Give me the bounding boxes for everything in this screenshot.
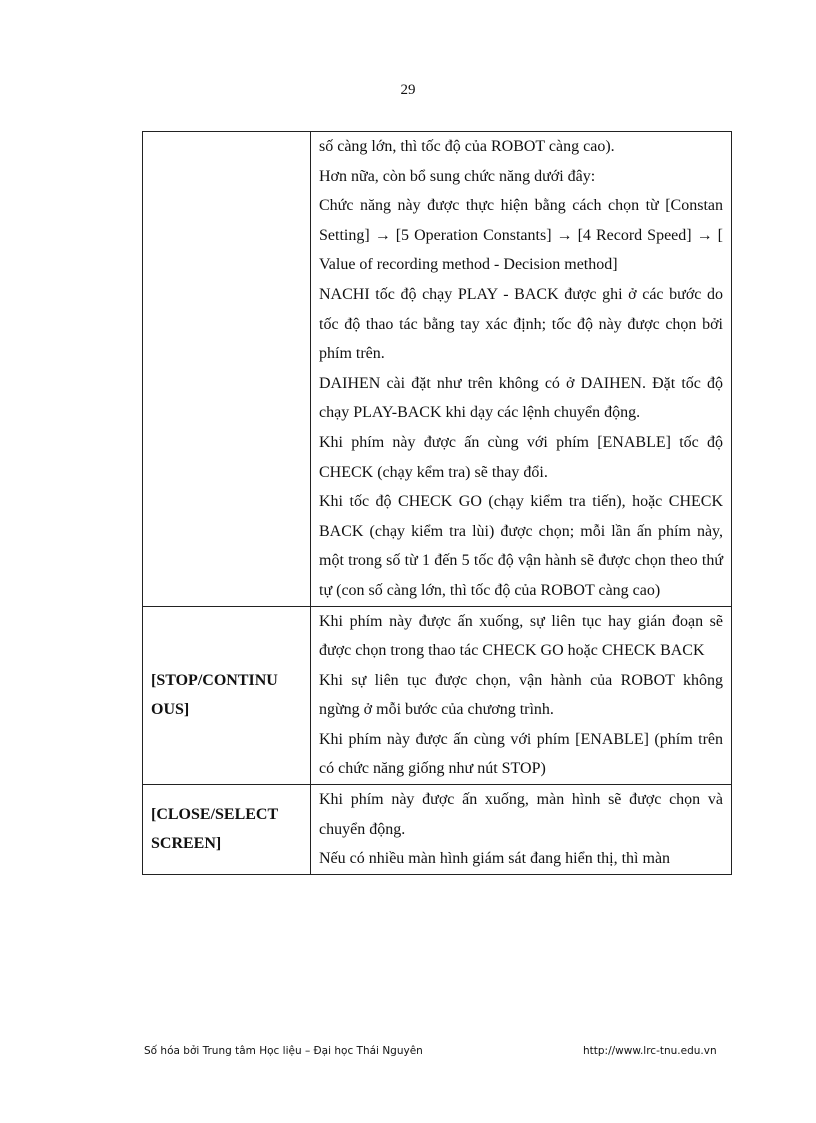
key-label-line: OUS] <box>151 701 190 719</box>
description-paragraph: Hơn nữa, còn bổ sung chức năng dưới đây: <box>319 167 596 185</box>
description-paragraph: Chức năng này được thực hiện bằng cách chọn từ [Constan Setting] → [5 Operation Constants] → [4 Record Speed] → [ Value of recording method - Decision method] <box>319 197 723 274</box>
table-row <box>143 606 732 785</box>
key-cell <box>143 785 311 875</box>
key-label <box>143 800 310 859</box>
key-label-line: SCREEN] <box>151 835 222 853</box>
description-paragraph: Khi phím này được ấn cùng với phím [ENABLE] (phím trên có chức năng giống như nút STOP) <box>319 730 723 778</box>
description-paragraph: Khi sự liên tục được chọn, vận hành của ROBOT không ngừng ở mỗi bước của chương trình. <box>319 671 723 719</box>
description-cell <box>311 132 732 607</box>
description-paragraph: DAIHEN cài đặt như trên không có ở DAIHEN. Đặt tốc độ chạy PLAY-BACK khi dạy các lệnh chuyển động. <box>319 374 723 422</box>
page-number: 29 <box>400 82 416 98</box>
footer-url: http://www.lrc-tnu.edu.vn <box>583 1045 717 1057</box>
description-cell <box>311 785 732 875</box>
description-paragraph: Khi tốc độ CHECK GO (chạy kiểm tra tiến), hoặc CHECK BACK (chạy kiểm tra lùi) được chọn; mỗi lần ấn phím này, một trong số từ 1 đến 5 tốc độ vận hành sẽ được chọn theo thứ tự (con số càng lớn, thì tốc độ của ROBOT càng cao) <box>319 493 723 599</box>
key-description-table <box>142 131 732 875</box>
key-cell <box>143 606 311 785</box>
description-paragraph: NACHI tốc độ chạy PLAY - BACK được ghi ở các bước do tốc độ thao tác bằng tay xác định; tốc độ này được chọn bởi phím trên. <box>319 285 723 363</box>
key-cell <box>143 132 311 607</box>
description-cell <box>311 606 732 785</box>
description-paragraph: Khi phím này được ấn cùng với phím [ENABLE] tốc độ CHECK (chạy kểm tra) sẽ thay đổi. <box>319 433 723 481</box>
table-row <box>143 132 732 607</box>
description-paragraph: Khi phím này được ấn xuống, sự liên tục hay gián đoạn sẽ được chọn trong thao tác CHECK GO hoặc CHECK BACK <box>319 612 723 660</box>
description-paragraph: số càng lớn, thì tốc độ của ROBOT càng cao). <box>319 138 615 155</box>
key-label-line: [STOP/CONTINU <box>151 671 278 689</box>
footer-source: Số hóa bởi Trung tâm Học liệu – Đại học Thái Nguyên <box>144 1045 423 1057</box>
key-label-line: [CLOSE/SELECT <box>151 805 279 823</box>
table-row <box>143 785 732 875</box>
description-paragraph: Khi phím này được ấn xuống, màn hình sẽ được chọn và chuyển động. <box>319 791 723 838</box>
key-label <box>143 666 310 725</box>
description-paragraph: Nếu có nhiều màn hình giám sát đang hiển thị, thì màn <box>319 850 671 868</box>
